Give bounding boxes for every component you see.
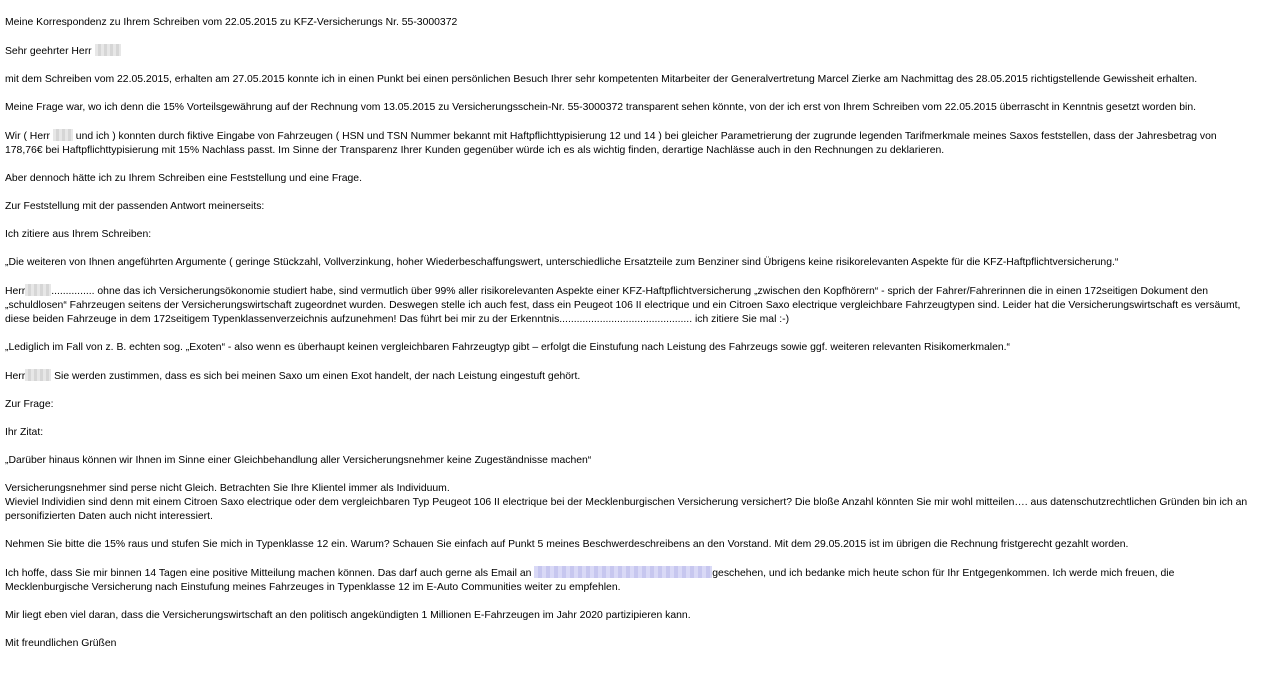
salutation (5, 44, 1257, 59)
paragraph-calculation (5, 129, 1257, 158)
closing-greeting: Mit freundlichen Grüßen (5, 638, 117, 649)
letter-body (5, 16, 1257, 665)
paragraph-question-heading: Zur Frage: (5, 399, 54, 410)
paragraph-risk-aspects (5, 284, 1257, 327)
redacted-name (25, 369, 51, 381)
quote-arguments: „Die weiteren von Ihnen angeführten Argumente ( geringe Stückzahl, Vollverzinkung, hoher Wiederbeschaffungswert, unterschiedliche Ersatzteile zum Benziner sind Übrigens keine risikorelevanten Aspekte für die KFZ-Haftpflichtversicherung.“ (5, 257, 1119, 268)
paragraph-exot-text: Sie werden zustimmen, dass es sich bei meinen Saxo um einen Exot handelt, der nach Leistung eingestuft gehört. (51, 371, 581, 382)
paragraph-statement-heading: Zur Feststellung mit der passenden Antwort meinerseits: (5, 201, 265, 212)
paragraph-request: Nehmen Sie bitte die 15% raus und stufen Sie mich in Typenklasse 12 ein. Warum? Schauen Sie einfach auf Punkt 5 meines Beschwerdeschreibens an den Vorstand. Mit dem 29.05.2015 ist im übrigen die Rechnung fristgerecht gezahlt worden. (5, 539, 1129, 550)
paragraph-individuals: Versicherungsnehmer sind perse nicht Gleich. Betrachten Sie Ihre Klientel immer als Individuum. (5, 483, 450, 494)
redacted-name (53, 129, 73, 141)
paragraph-citation-heading: Ihr Zitat: (5, 427, 44, 438)
paragraph-calculation-start: Wir ( Herr (5, 131, 53, 142)
paragraph-exot (5, 369, 1257, 384)
addressee-title: Herr (5, 371, 26, 382)
quote-equal-treatment: „Darüber hinaus können wir Ihnen im Sinne einer Gleichbehandlung aller Versicherungsnehmer keine Zugeständnisse machen“ (5, 455, 592, 466)
paragraph-email (5, 566, 1257, 595)
paragraph-email-start: Ich hoffe, dass Sie mir binnen 14 Tagen eine positive Mitteilung machen können. Das darf auch gerne als Email an (5, 568, 535, 579)
paragraph-outlook: Mir liegt eben viel daran, dass die Versicherungswirtschaft an den politisch angekündigten 1 Millionen E-Fahrzeugen im Jahr 2020 partizipieren kann. (5, 610, 691, 621)
paragraph-risk-aspects-text: ............... ohne das ich Versicherungsökonomie studiert habe, sind vermutlich über 99% aller risikorelevanten Aspekte einer KFZ-Haftpflichtversicherung „zwischen den Kopfhörern“ - sprich der Fahrer/Fahrerinnen die in einen 172seitigen Dokument den „schuldlosen“ Fahrzeugen seitens der Versicherungswirtschaft zugeordnet wurden. Deswegen stelle ich auch fest, dass ein Peugeot 106 II electrique und ein Citroen Saxo electrique vergleichbare Fahrzeugtypen sind. Leider hat die Versicherungswirtschaft es versäumt, diese beiden Fahrzeuge in dem 172seitigem Typenklassenverzeichnis aufzunehmen! Das führt bei mir zu der Erkenntnis.............................................. ich zitiere Sie mal :-) (5, 286, 1241, 325)
paragraph-visit: mit dem Schreiben vom 22.05.2015, erhalten am 27.05.2015 konnte ich in einen Punkt bei einen persönlichen Besuch Ihrer sehr kompetenten Mitarbeiter der Generalvertretung Marcel Zierke am Nachmittag des 28.05.2015 richtigstellende Gewissheit erhalten. (5, 74, 1198, 85)
salutation-text: Sehr geehrter Herr (5, 46, 92, 57)
paragraph-email-rest: geschehen, und ich bedanke mich heute schon für Ihr Entgegenkommen. Ich werde mich freuen, die Mecklenburgische Versicherung nach Einstufung meines Fahrzeuges in Typenklasse 12 im E-Auto Communities weiter zu empfehlen. (5, 568, 1175, 593)
paragraph-question: Meine Frage war, wo ich denn die 15% Vorteilsgewährung auf der Rechnung vom 13.05.2015 zu Versicherungsschein-Nr. 55-3000372 transparent sehen könnte, von der ich erst von Ihrem Schreiben vom 22.05.2015 überrascht in Kenntnis gesetzt worden bin. (5, 102, 1197, 113)
paragraph-count-question: Wieviel Individien sind denn mit einem Citroen Saxo electrique oder dem vergleichbaren Typ Peugeot 106 II electrique bei der Mecklenburgischen Versicherung versichert? Die bloße Anzahl könnten Sie mir wohl mitteilen…. aus datenschutzrechtlichen Gründen bin ich an personifizierten Daten auch nicht interessiert. (5, 497, 1248, 522)
paragraph-intro: Aber dennoch hätte ich zu Ihrem Schreiben eine Feststellung und eine Frage. (5, 173, 362, 184)
quote-exoten: „Lediglich im Fall von z. B. echten sog. „Exoten“ - also wenn es überhaupt keinen vergleichbaren Fahrzeugtyp gibt – erfolgt die Einstufung nach Leistung des Fahrzeugs sowie ggf. weiteren relevanten Risikomerkmalen.“ (5, 342, 1010, 353)
redacted-email (534, 566, 712, 578)
redacted-name (95, 44, 121, 56)
paragraph-calculation-rest: und ich ) konnten durch fiktive Eingabe von Fahrzeugen ( HSN und TSN Nummer bekannt mit Haftpflichttypisierung 12 und 14 ) bei gleicher Parametrierung der zugrunde legenden Tarifmerkmale meines Saxos feststellen, dass der Jahresbetrag von 178,76€ bei Haftpflichttypisierung mit 15% Nachlass passt. Im Sinne der Transparenz Ihrer Kunden gegenüber würde ich es als wichtig finden, derartige Nachlässe auch in den Rechnungen zu deklarieren. (5, 131, 1217, 156)
addressee-title: Herr (5, 286, 26, 297)
paragraph-quote-intro: Ich zitiere aus Ihrem Schreiben: (5, 229, 152, 240)
redacted-name (25, 284, 51, 296)
subject-line: Meine Korrespondenz zu Ihrem Schreiben vom 22.05.2015 zu KFZ-Versicherungs Nr. 55-3000372 (5, 17, 458, 28)
